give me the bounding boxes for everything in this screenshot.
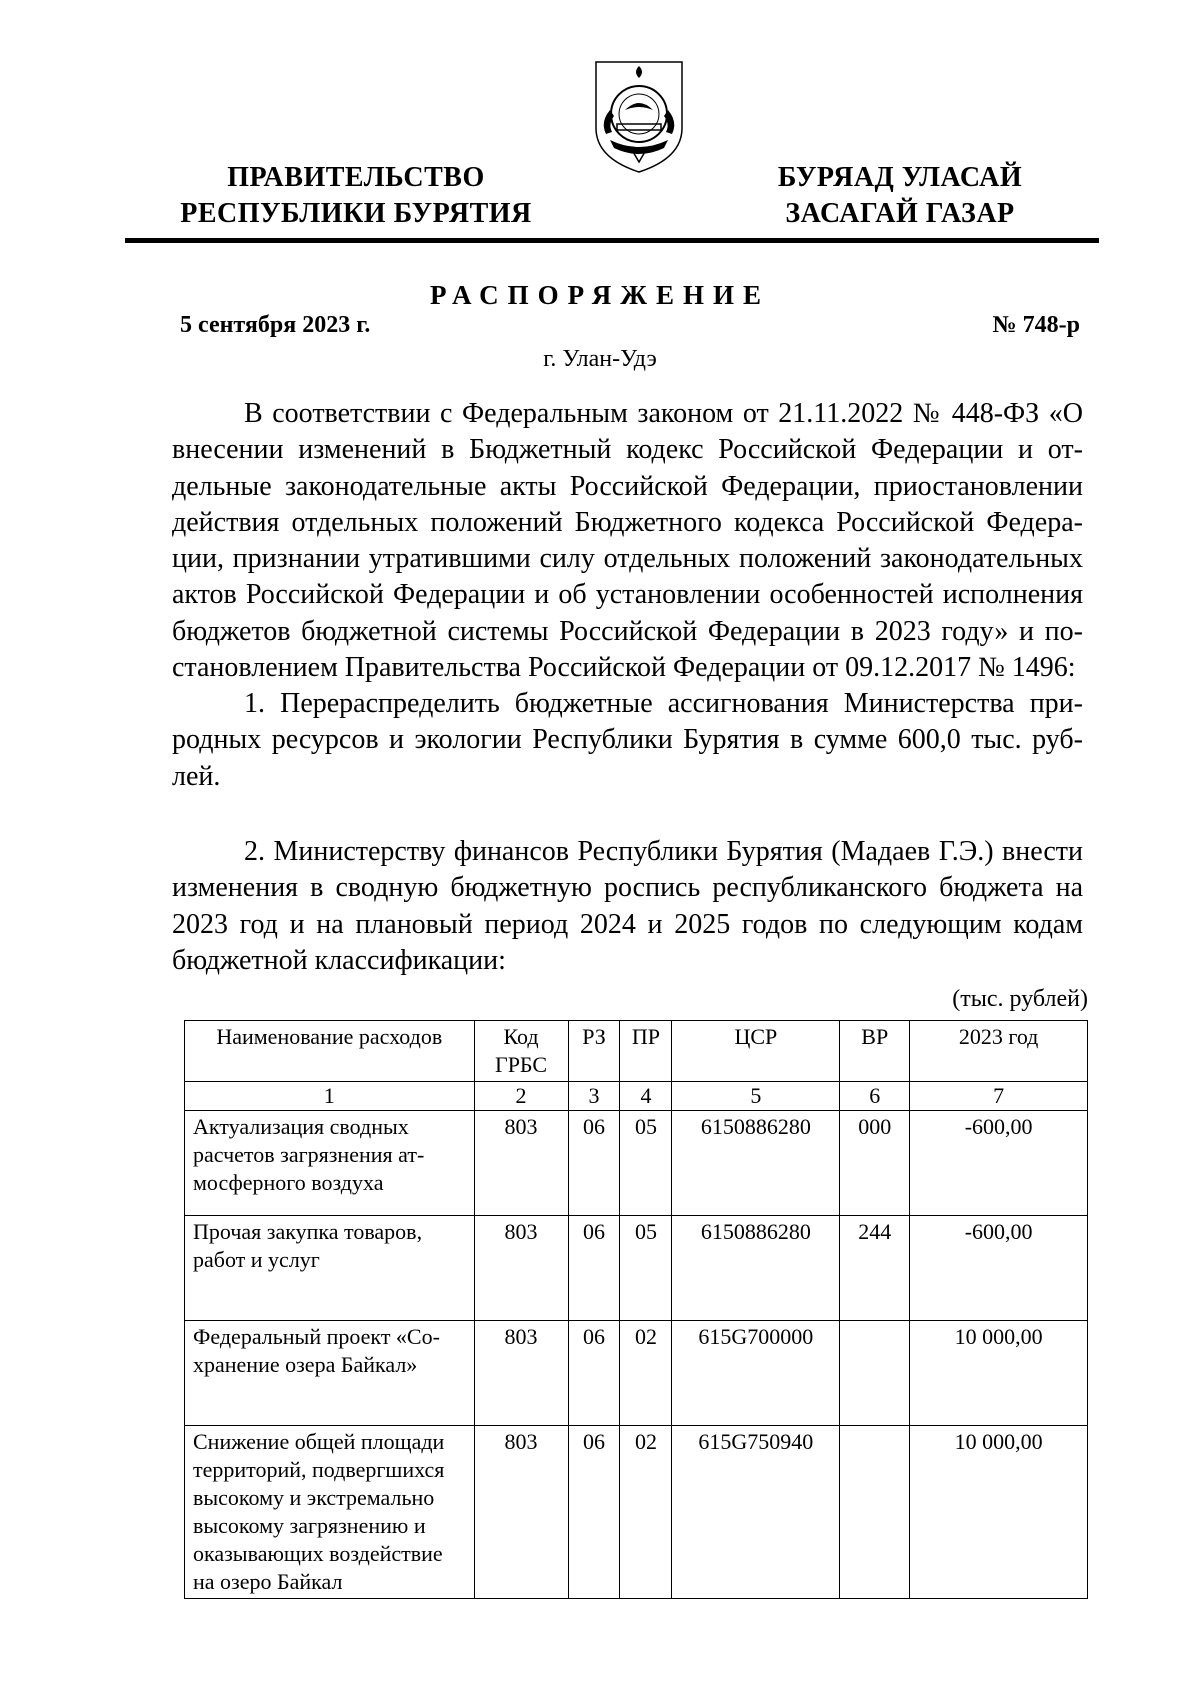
column-number-row (185, 1082, 1088, 1111)
header-divider (125, 238, 1099, 243)
clause-2-paragraph: 2. Министерству финансов Республики Бурятия (Мадаев Г.Э.) внести изменения в сводную бюджетную роспись республиканского бюджета на 2023 год и на плановый период 2024 и 2025 годов по следующим кодам бюджетной классификации: (172, 836, 1083, 976)
column-header: ВР (840, 1021, 910, 1082)
clause-1-paragraph: 1. Перераспределить бюджетные ассигнования Министерства природных ресурсов и экологии Республики Бурятия в сумме 600,0 тыс. рублей. (172, 688, 1083, 792)
column-header: 2023 год (910, 1021, 1088, 1082)
document-city: г. Улан-Удэ (543, 346, 657, 372)
vr-code: 000 (840, 1111, 910, 1216)
table-row (185, 1321, 1088, 1426)
amount-2023: 10 000,00 (910, 1321, 1088, 1426)
vr-code (840, 1321, 910, 1426)
pr-code: 02 (620, 1426, 672, 1599)
table-row (185, 1111, 1088, 1216)
column-header: Код ГРБС (474, 1021, 568, 1082)
table-row (185, 1426, 1088, 1599)
column-number: 1 (185, 1082, 475, 1111)
grbs-code: 803 (474, 1426, 568, 1599)
column-number: 7 (910, 1082, 1088, 1111)
expense-name: Снижение общей площади территорий, подвергшихся высокому и экстремально высокому загрязнению и оказывающих воздействие на озеро Байкал (185, 1426, 475, 1599)
expense-name: Прочая закупка товаров, работ и услуг (185, 1216, 475, 1321)
expense-name: Актуализация сводных расчетов загрязнения атмосферного воздуха (185, 1111, 475, 1216)
document-number: № 748-р (992, 312, 1080, 338)
table-row (185, 1216, 1088, 1321)
rz-code: 06 (568, 1321, 620, 1426)
expense-name: Федеральный проект «Сохранение озера Байкал» (185, 1321, 475, 1426)
csr-code: 615G700000 (672, 1321, 840, 1426)
table-header-row (185, 1021, 1088, 1082)
column-number: 4 (620, 1082, 672, 1111)
column-number: 5 (672, 1082, 840, 1111)
vr-code: 244 (840, 1216, 910, 1321)
rz-code: 06 (568, 1111, 620, 1216)
rz-code: 06 (568, 1426, 620, 1599)
government-name-russian (172, 160, 540, 232)
csr-code: 615G750940 (672, 1426, 840, 1599)
header-left-line-1: ПРАВИТЕЛЬСТВО (227, 162, 485, 193)
preamble-paragraph: В соответствии с Федеральным законом от 21.11.2022 № 448-ФЗ «О внесении изменений в Бюджетный кодекс Российской Федерации и отдельные законодательные акты Российской Федерации, приостановлении действия отдельных положений Бюджетного кодекса Российской Федерации, признании утратившими силу отдельных положений законодательных актов Российской Федерации и об установлении особенностей исполнения бюджетов бюджетной системы Российской Федерации в 2023 году» и постановлением Правительства Российской Федерации от 09.12.2017 № 1496: (172, 398, 1083, 684)
header-left-line-2: РЕСПУБЛИКИ БУРЯТИЯ (180, 198, 532, 229)
column-number: 3 (568, 1082, 620, 1111)
grbs-code: 803 (474, 1216, 568, 1321)
header-right-line-2: ЗАСАГАЙ ГАЗАР (785, 198, 1015, 229)
pr-code: 02 (620, 1321, 672, 1426)
government-name-buryat (770, 160, 1030, 232)
coat-of-arms-icon (592, 58, 686, 176)
pr-code: 05 (620, 1216, 672, 1321)
column-number: 6 (840, 1082, 910, 1111)
column-header: ПР (620, 1021, 672, 1082)
csr-code: 6150886280 (672, 1216, 840, 1321)
grbs-code: 803 (474, 1111, 568, 1216)
column-header: Наименование расходов (185, 1021, 475, 1082)
header-right-line-1: БУРЯАД УЛАСАЙ (777, 162, 1023, 193)
vr-code (840, 1426, 910, 1599)
units-label: (тыс. рублей) (952, 986, 1088, 1012)
budget-table (184, 1020, 1088, 1599)
column-header: РЗ (568, 1021, 620, 1082)
document-title: РАСПОРЯЖЕНИЕ (429, 280, 771, 310)
csr-code: 6150886280 (672, 1111, 840, 1216)
rz-code: 06 (568, 1216, 620, 1321)
amount-2023: 10 000,00 (910, 1426, 1088, 1599)
column-header: ЦСР (672, 1021, 840, 1082)
amount-2023: -600,00 (910, 1111, 1088, 1216)
grbs-code: 803 (474, 1321, 568, 1426)
document-date: 5 сентября 2023 г. (180, 312, 371, 338)
amount-2023: -600,00 (910, 1216, 1088, 1321)
column-number: 2 (474, 1082, 568, 1111)
pr-code: 05 (620, 1111, 672, 1216)
